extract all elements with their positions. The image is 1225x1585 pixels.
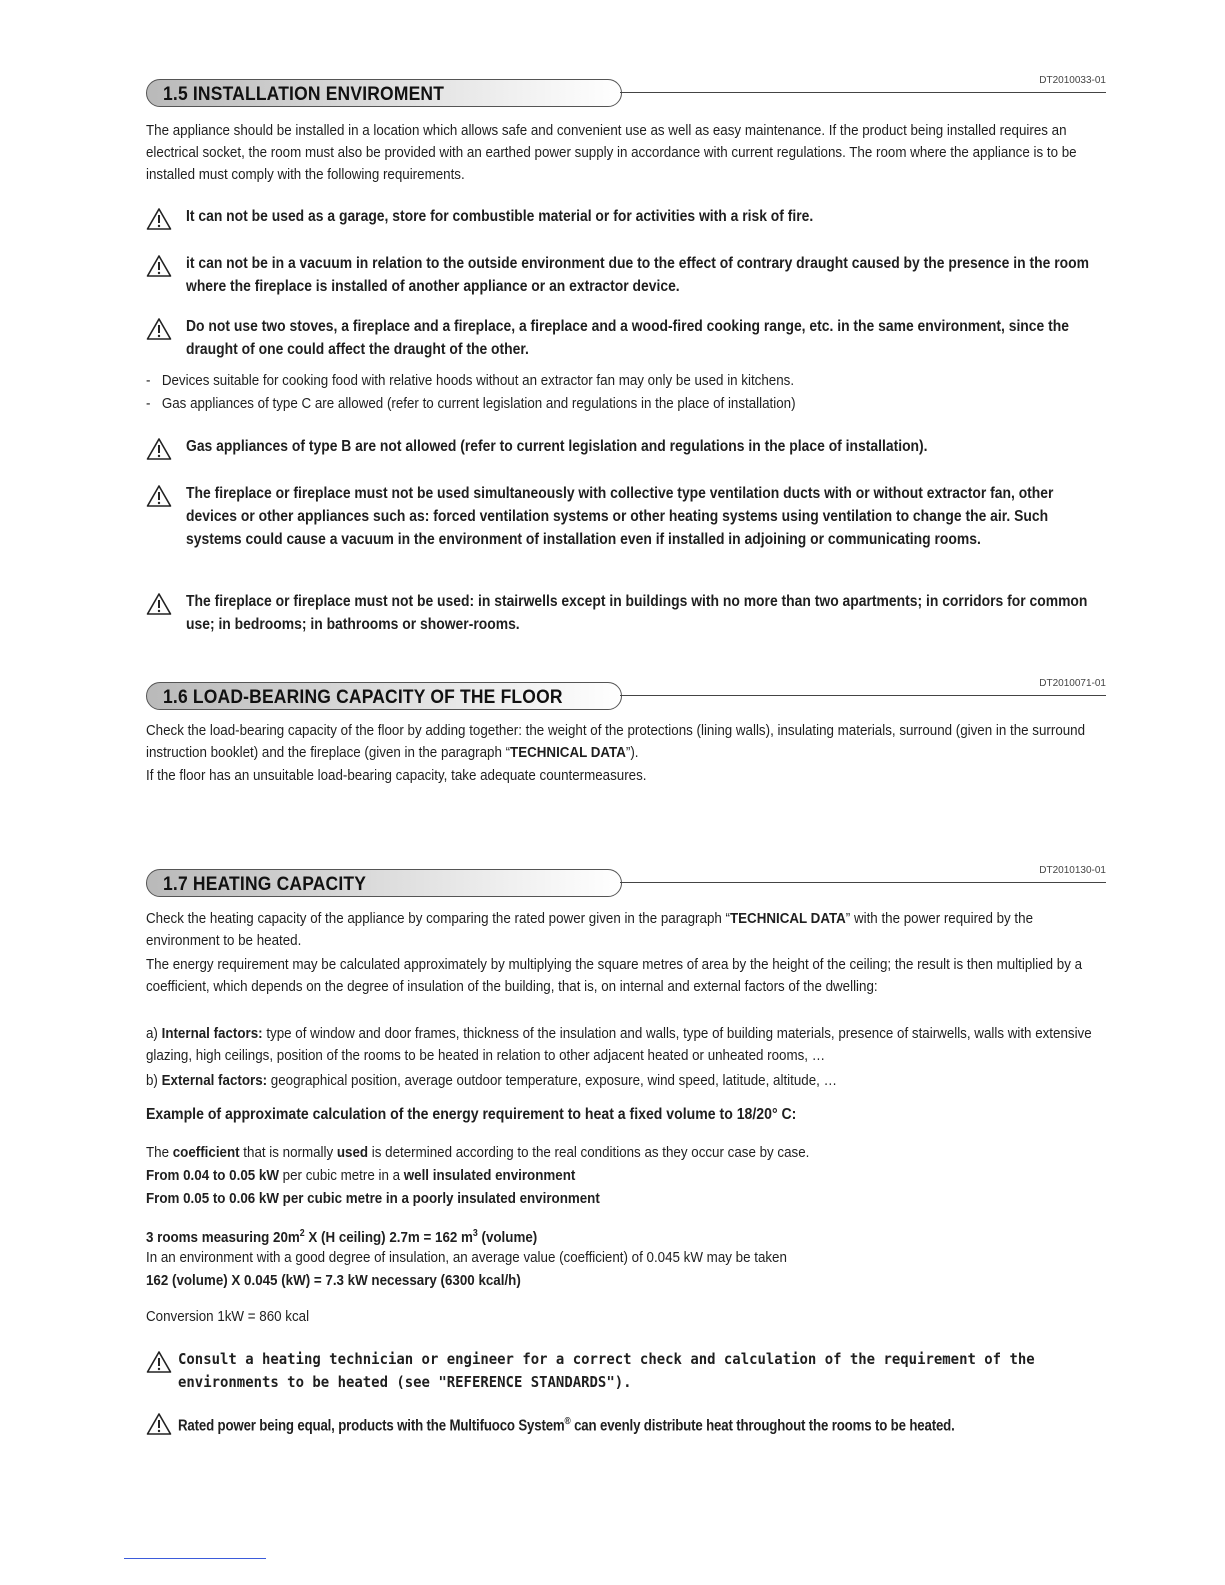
warning-text: The fireplace or fireplace must not be used: in stairwells except in buildings with no more than two apartments; in corridors for common use; in bedrooms; in bathrooms or shower-rooms.: [186, 593, 1088, 633]
section-title-pill: [146, 79, 622, 107]
calculation-line: 162 (volume) X 0.045 (kW) = 7.3 kW necessary (6300 kcal/h): [146, 1272, 521, 1289]
section-header-1-5: [146, 75, 1106, 111]
rooms-volume-line: 3 rooms measuring $20m^2$ X (H ceiling) 2.7m = 162 $m^3$ (volume): [146, 1228, 538, 1247]
warning-icon: [146, 437, 172, 461]
footer-line: [124, 1558, 266, 1559]
section-title-pill: [146, 869, 622, 897]
coefficient-line: The coefficient that is normally used is determined according to the real conditions as they occur case by case.: [146, 1144, 810, 1161]
well-insulated-line: From 0.04 to 0.05 kW per cubic metre in a well insulated environment: [146, 1167, 576, 1184]
intro-paragraph: The appliance should be installed in a location which allows safe and convenient use as well as easy maintenance. If the product being installed requires an electrical socket, the room must also be provided with an earthed power supply in accordance with current regulations. The room where the appliance is to be installed must comply with the following requirements.: [146, 122, 1077, 183]
document-code: DT2010033-01: [1039, 75, 1106, 86]
section-header-1-7: [146, 865, 1106, 901]
section-title: 1.7 HEATING CAPACITY: [163, 874, 367, 895]
load-bearing-countermeasures: If the floor has an unsuitable load-bearing capacity, take adequate countermeasures.: [146, 767, 647, 784]
warning-text: Rated power being equal, products with the Multifuoco System® can evenly distribute heat throughout the rooms to be heated.: [178, 1416, 955, 1435]
load-bearing-paragraph: Check the load-bearing capacity of the floor by adding together: the weight of the protections (lining walls), insulating materials, surround (given in the surround instruction booklet) and the fireplace (given in the paragraph “TECHNICAL DATA”).: [146, 722, 1086, 761]
warning-text: it can not be in a vacuum in relation to the outside environment due to the effect of contrary draught caused by the presence in the room where the fireplace is installed of another appliance or an extractor device.: [186, 255, 1089, 295]
section-rule: [620, 92, 1106, 93]
section-rule: [620, 695, 1106, 696]
heating-capacity-paragraph: Check the heating capacity of the appliance by comparing the rated power given in the paragraph “TECHNICAL DATA” with the power required by the environment to be heated.: [146, 910, 1034, 949]
poorly-insulated-line: From 0.05 to 0.06 kW per cubic metre in a poorly insulated environment: [146, 1190, 600, 1207]
warning-text: The fireplace or fireplace must not be used simultaneously with collective type ventilation ducts with or without extractor fan, other devices or other appliances such as: forced ventilation systems or other heating systems using ventilation to change the air. Such systems could cause a vacuum in the environment of installation even if installed in adjoining or communicating rooms.: [186, 485, 1054, 548]
warning-text: It can not be used as a garage, store for combustible material or for activities with a risk of fire.: [186, 208, 814, 225]
warning-text: Consult a heating technician or engineer for a correct check and calculation of the requirement of the environments to be heated (see "REFERENCE STANDARDS").: [178, 1350, 1035, 1391]
technical-data-ref: TECHNICAL DATA: [729, 910, 846, 927]
warning-icon: [146, 484, 172, 508]
good-insulation-line: In an environment with a good degree of insulation, an average value (coefficient) of 0.045 kW may be taken: [146, 1249, 787, 1266]
document-code: DT2010071-01: [1039, 678, 1106, 689]
list-item-kitchens: - Devices suitable for cooking food with relative hoods without an extractor fan may only be used in kitchens.: [146, 372, 795, 389]
warning-text: Do not use two stoves, a fireplace and a fireplace, a fireplace and a wood-fired cooking range, etc. in the same environment, since the draught of one could affect the draught of the other.: [186, 318, 1069, 358]
section-header-1-6: [146, 678, 1106, 714]
section-title: 1.5 INSTALLATION ENVIROMENT: [163, 84, 445, 105]
warning-icon: [146, 1412, 172, 1436]
example-heading: Example of approximate calculation of the energy requirement to heat a fixed volume to 18/20° C:: [146, 1106, 797, 1123]
energy-requirement-paragraph: The energy requirement may be calculated approximately by multiplying the square metres of area by the height of the ceiling; the result is then multiplied by a coefficient, which depends on the degree of insulation of the building, that is, on internal and external factors of the dwelling:: [146, 956, 1083, 995]
section-title-pill: [146, 682, 622, 710]
external-factors: b) External factors: geographical position, average outdoor temperature, exposure, wind speed, latitude, altitude, …: [146, 1072, 837, 1089]
warning-icon: [146, 592, 172, 616]
list-item-text: Devices suitable for cooking food with relative hoods without an extractor fan may only be used in kitchens.: [161, 372, 795, 389]
list-item-text: Gas appliances of type C are allowed (refer to current legislation and regulations in the place of installation): [161, 395, 796, 412]
internal-factors: a) Internal factors: type of window and door frames, thickness of the insulation and walls, type of building materials, presence of stairwells, walls with extensive glazing, high ceilings, position of the rooms to be heated in relation to other adjacent heated or unheated rooms, …: [146, 1025, 1092, 1064]
technical-data-ref: TECHNICAL DATA: [510, 744, 626, 761]
warning-text: Gas appliances of type B are not allowed (refer to current legislation and regulations in the place of installation).: [186, 438, 928, 455]
document-code: DT2010130-01: [1039, 865, 1106, 876]
list-item-gas-type-c: - Gas appliances of type C are allowed (refer to current legislation and regulations in the place of installation): [146, 395, 796, 412]
warning-icon: [146, 254, 172, 278]
warning-icon: [146, 207, 172, 231]
conversion-line: Conversion 1kW = 860 kcal: [146, 1308, 310, 1325]
section-title: 1.6 LOAD-BEARING CAPACITY OF THE FLOOR: [163, 687, 563, 708]
warning-icon: [146, 317, 172, 341]
section-rule: [620, 882, 1106, 883]
warning-icon: [146, 1350, 172, 1374]
